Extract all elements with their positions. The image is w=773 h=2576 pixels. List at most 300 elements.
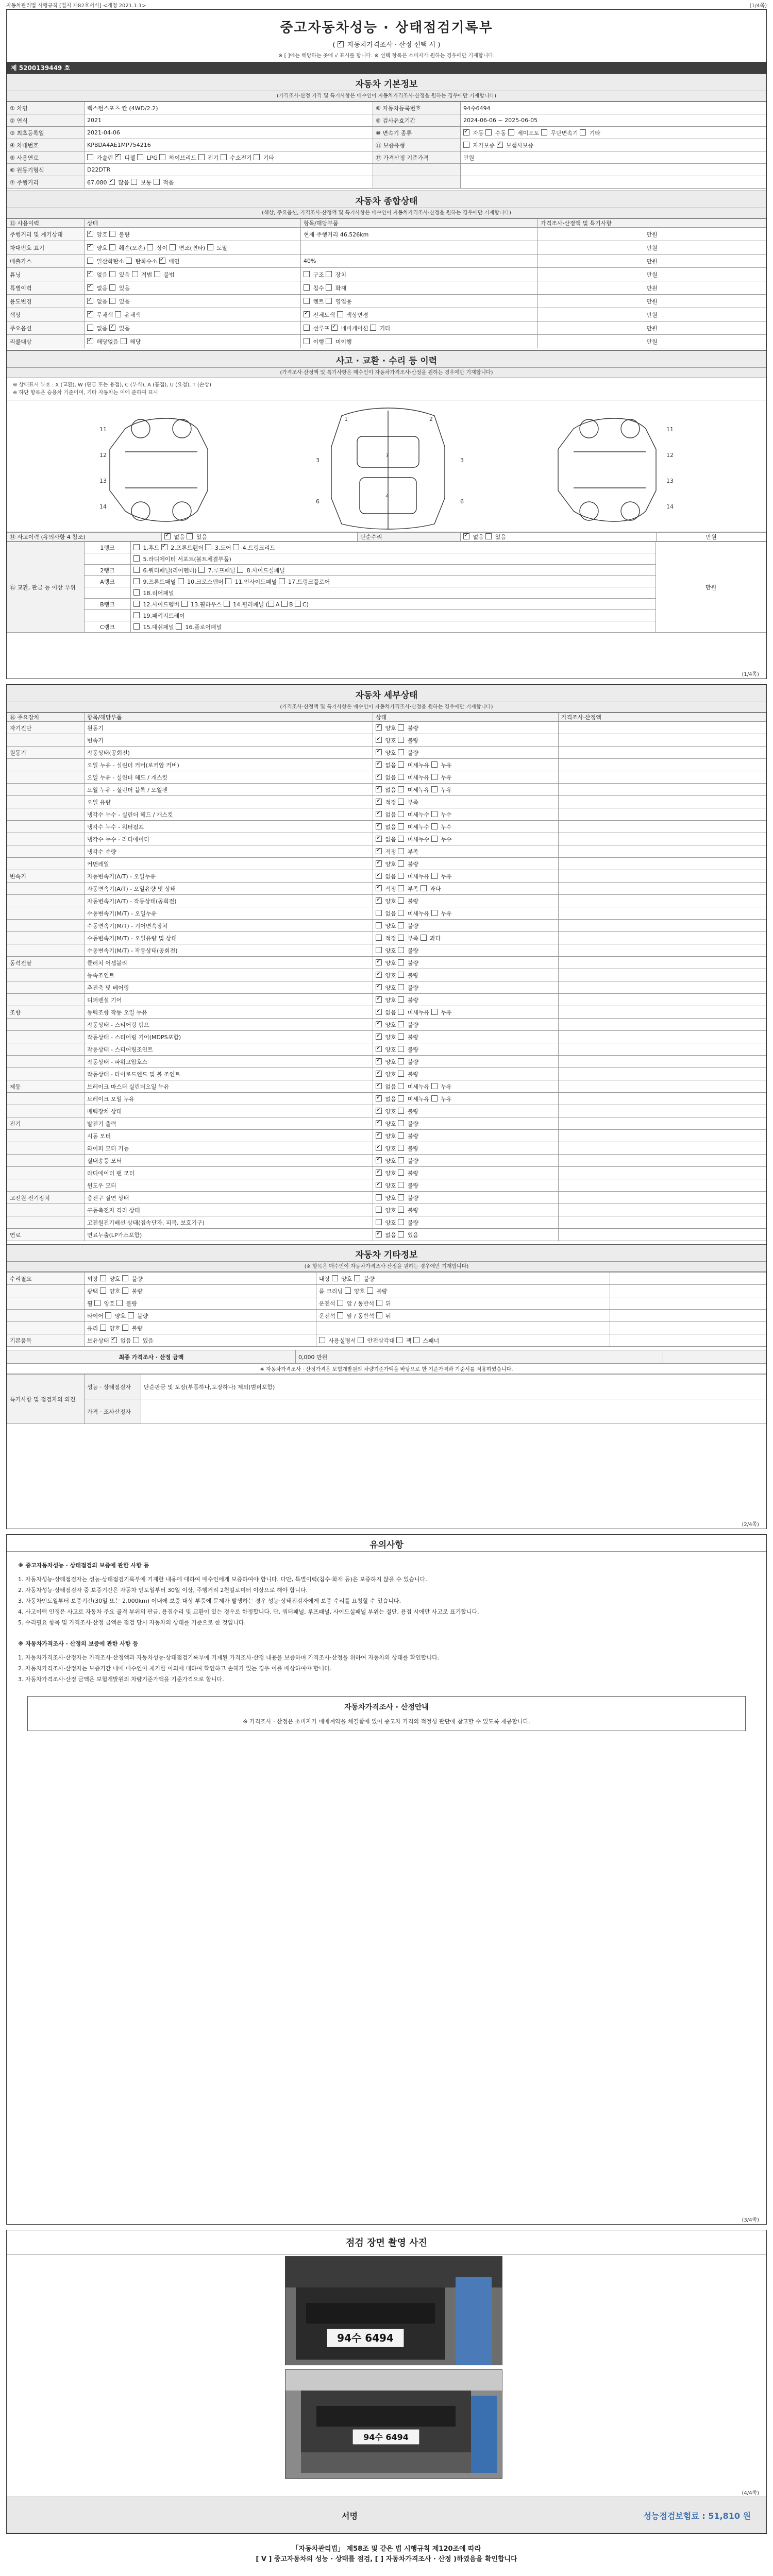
general-status-row	[7, 295, 766, 308]
detail-row	[7, 1192, 766, 1204]
svg-text:11: 11	[666, 426, 674, 433]
checkbox	[376, 1120, 382, 1126]
field-label: ⑥ 원동기형식	[7, 164, 85, 176]
checkbox	[421, 935, 427, 941]
detail-device	[7, 981, 85, 994]
checkbox	[398, 1120, 404, 1126]
detail-part: 디퍼렌셜 기어	[85, 994, 373, 1006]
other-label: 기본품목	[7, 1334, 85, 1347]
detail-device: 동력전달	[7, 957, 85, 969]
checkbox	[431, 836, 438, 842]
other-info-row	[7, 1273, 766, 1285]
page-2	[6, 684, 767, 1529]
checkbox	[133, 567, 140, 573]
checkbox	[87, 154, 93, 160]
checkbox	[398, 1194, 404, 1200]
checkbox	[398, 910, 404, 916]
other-a: 타이어 양호 불량	[85, 1310, 316, 1322]
basic-info-row	[7, 102, 766, 114]
detail-device	[7, 1204, 85, 1216]
other-label	[7, 1310, 85, 1322]
detail-row	[7, 944, 766, 957]
detail-part: 냉각수 누수 - 실린더 헤드 / 개스킷	[85, 808, 373, 821]
checkbox	[87, 338, 93, 344]
svg-text:12: 12	[666, 452, 674, 459]
detail-price	[559, 1229, 766, 1241]
insurance-fee	[643, 2510, 751, 2521]
detail-state: ✓ 없음 미세누수 누수	[373, 808, 559, 821]
appraisal-guide-title: 자동차가격조사 · 산정안내	[344, 1703, 429, 1711]
checkbox	[268, 601, 274, 607]
appraisal-guide-box	[27, 1696, 746, 1731]
detail-part: 구동축전지 격리 상태	[85, 1204, 373, 1216]
checkbox	[398, 1145, 404, 1151]
detail-device	[7, 944, 85, 957]
detail-part: 오일 누유 - 실린더 헤드 / 개스킷	[85, 771, 373, 784]
status-detail: 구조 장치	[301, 268, 538, 281]
status-state: 없음 ✓ 있음	[85, 321, 301, 335]
other-a: 유리 양호 불량	[85, 1322, 316, 1334]
checkbox	[326, 271, 332, 277]
other-a: 보유상태 ✓ 없음 있음	[85, 1334, 316, 1347]
notice-item: 1. 자동차가격조사·산정자는 가격조사·산정액과 자동차성능·상태점검기록부에 기재된 가격조사·산정 내용을 보증하며 가격조사·산정을 위하여 자동차의 상태를 확인합니다.	[18, 1654, 440, 1661]
other-label: 수리필요	[7, 1273, 85, 1285]
detail-part: 발전기 출력	[85, 1117, 373, 1130]
status-detail: ✓ 전체도색 색상변경	[301, 308, 538, 321]
detail-state: ✓ 양호 불량	[373, 722, 559, 734]
detail-state: ✓ 없음 미세누유 누유	[373, 1006, 559, 1019]
detail-price	[559, 845, 766, 858]
detail-device	[7, 969, 85, 981]
checkbox	[376, 1071, 382, 1077]
detail-part: 클러치 어셈블리	[85, 957, 373, 969]
checkbox	[376, 910, 382, 916]
other-b	[316, 1322, 610, 1334]
detail-device	[7, 1093, 85, 1105]
checkbox	[154, 271, 160, 277]
checkbox	[87, 271, 93, 277]
detail-price	[559, 981, 766, 994]
detail-row	[7, 858, 766, 870]
detail-device	[7, 771, 85, 784]
checkbox	[319, 1337, 325, 1343]
detail-price	[559, 1192, 766, 1204]
checkbox	[376, 922, 382, 928]
detail-price	[559, 1093, 766, 1105]
checkbox	[367, 1287, 373, 1294]
parts-rank: B랭크	[85, 599, 131, 610]
notice-item: 2. 자동차성능·상태점검자 중 보증기간은 자동차 인도일부터 30일 이상, 주행거리 2천킬로미터 이상으로 해야 합니다.	[18, 1587, 308, 1594]
checkbox	[205, 544, 211, 550]
detail-state: ✓ 양호 불량	[373, 1105, 559, 1117]
document-number-bar: 제 5200139449 호	[7, 62, 766, 74]
checkbox	[580, 129, 586, 135]
field-label: ② 연식	[7, 114, 85, 127]
checkbox	[398, 1083, 404, 1089]
checkbox	[376, 959, 382, 965]
form-reference: 자동차관리법 시행규칙 [별지 제82호서식] <개정 2021.1.1>	[6, 3, 146, 9]
detail-part: 실내송풍 모터	[85, 1155, 373, 1167]
checkbox	[398, 897, 404, 904]
checkbox	[304, 325, 310, 331]
detail-device	[7, 932, 85, 944]
detail-row	[7, 808, 766, 821]
checkbox	[376, 1132, 382, 1139]
detail-state: ✓ 없음 미세누유 누유	[373, 870, 559, 883]
page-number-2: (2/4쪽)	[742, 1522, 759, 1528]
checkbox	[376, 724, 382, 731]
checkbox	[376, 1157, 382, 1163]
checkbox	[398, 737, 404, 743]
col-condition: 상태	[373, 713, 559, 722]
detail-device	[7, 994, 85, 1006]
svg-text:6: 6	[316, 498, 320, 505]
document-subtitle: ( ✓ 자동차가격조사 · 산정 선택 시 )	[7, 39, 766, 49]
accident-price: 만원	[657, 533, 766, 541]
checkbox	[326, 338, 332, 344]
checkbox	[431, 1083, 438, 1089]
detail-part: 작동상태 - 스티어링 펌프	[85, 1019, 373, 1031]
detail-device	[7, 833, 85, 845]
checkbox	[170, 244, 176, 250]
checkbox	[376, 1207, 382, 1213]
detail-state: ✓ 양호 불량	[373, 1155, 559, 1167]
parts-rank: 2랭크	[85, 565, 131, 576]
checkbox	[116, 1300, 123, 1306]
basic-info-note: (가격조사·산정 가격 및 특기사항은 매수인이 자동차가격조사·산정을 원하는 경우에만 기재합니다)	[7, 91, 766, 101]
svg-text:7: 7	[385, 452, 389, 459]
detail-price	[559, 722, 766, 734]
detail-device: 제동	[7, 1080, 85, 1093]
basic-info-row	[7, 139, 766, 151]
checkbox	[225, 578, 231, 584]
detail-part: 자동변속기(A/T) - 작동상태(공회전)	[85, 895, 373, 907]
detail-row	[7, 981, 766, 994]
detail-row	[7, 1204, 766, 1216]
checkbox	[233, 544, 239, 550]
detail-row	[7, 1056, 766, 1068]
checkbox	[133, 601, 140, 607]
checkbox	[281, 601, 288, 607]
checkbox	[376, 1170, 382, 1176]
detail-state: ✓ 없음 미세누유 누유	[373, 771, 559, 784]
other-a: 광택 양호 불량	[85, 1285, 316, 1297]
parts-items: 6.쿼터패널(리어펜더) 7.루프패널 8.사이드실패널	[131, 565, 656, 576]
detail-part: 작동상태 - 타이로드엔드 및 볼 조인트	[85, 1068, 373, 1080]
checkbox	[398, 811, 404, 817]
detail-device	[7, 883, 85, 895]
status-detail: 선루프 ✓ 네비게이션 기타	[301, 321, 538, 335]
notice-section-2: ※ 자동차가격조사 · 산정의 보증에 관한 사항 등	[18, 1640, 138, 1647]
checkbox	[128, 1312, 134, 1318]
status-item: 색상	[7, 308, 85, 321]
detail-state: ✓ 양호 불량	[373, 957, 559, 969]
detail-part: 커먼레일	[85, 858, 373, 870]
detail-state: ✓ 없음 있음	[373, 1229, 559, 1241]
accident-history-label: ⑭ 사고이력 (유의사항 4 참조)	[7, 533, 162, 541]
detail-state: ✓ 적정 부족	[373, 845, 559, 858]
detail-row	[7, 1093, 766, 1105]
checkbox	[354, 1275, 360, 1281]
notice-section-1: ※ 중고자동차성능 · 상태점검의 보증에 관한 사항 등	[18, 1562, 149, 1569]
accident-heading: 사고 · 교환 · 수리 등 이력	[7, 350, 766, 368]
basic-info-row	[7, 114, 766, 127]
status-state: ✓ 무채색 유채색	[85, 308, 301, 321]
checkbox	[398, 1132, 404, 1139]
detail-part: 수동변속기(M/T) - 오일누유	[85, 907, 373, 920]
accident-table	[7, 532, 766, 541]
checkbox	[398, 1095, 404, 1101]
detail-row	[7, 833, 766, 845]
checkbox	[398, 1058, 404, 1064]
detail-price	[559, 1204, 766, 1216]
checkbox	[463, 142, 469, 148]
other-info-table	[7, 1272, 766, 1347]
other-b: 운전석 앞 / 동반석 뒤	[316, 1310, 610, 1322]
detail-row	[7, 1130, 766, 1142]
field-value: 자가보증 ✓ 보험사보증	[461, 139, 766, 151]
checkbox	[109, 325, 115, 331]
appraisal-guide-text: ※ 가격조사 · 산정은 소비자가 매매계약을 체결함에 있어 중고차 가격의 적절성 판단에 참고할 수 있도록 제공합니다.	[243, 1718, 530, 1725]
checkbox	[109, 179, 115, 185]
signature-label: 서명	[342, 2511, 358, 2521]
field-value	[461, 176, 766, 189]
checkbox	[431, 761, 438, 768]
checkbox	[398, 922, 404, 928]
col-part: 항목/해당부품	[301, 219, 538, 228]
detail-device	[7, 1019, 85, 1031]
parts-items: 9.프론트패널 10.크로스멤버 11.인사이드패널 17.트렁크플로어	[131, 576, 656, 587]
checkbox	[398, 984, 404, 990]
checkbox	[122, 1325, 128, 1331]
checkbox	[109, 244, 115, 250]
document-note: ※ [ ]에는 해당하는 곳에 √ 표시를 합니다. ※ 선택 항목은 소비자가 원하는 경우에만 기재합니다.	[278, 53, 495, 59]
field-value	[461, 164, 766, 176]
general-status-heading: 자동차 종합상태	[7, 191, 766, 208]
checkbox	[497, 142, 503, 148]
checkbox	[398, 1033, 404, 1040]
checkbox	[376, 1108, 382, 1114]
detail-price	[559, 944, 766, 957]
other-price	[610, 1297, 766, 1310]
status-state: ✓ 없음 있음	[85, 281, 301, 295]
detail-part: 자동변속기(A/T) - 오일누유	[85, 870, 373, 883]
detail-device: 연료	[7, 1229, 85, 1241]
checkbox	[326, 284, 332, 291]
detail-price	[559, 759, 766, 771]
detail-device	[7, 796, 85, 808]
status-detail: 현재 주행거리 46,526km	[301, 228, 538, 241]
checkbox	[376, 1231, 382, 1238]
checkbox	[137, 154, 143, 160]
checkbox	[376, 1021, 382, 1027]
checkbox	[376, 836, 382, 842]
field-value: 렉스턴스포츠 칸 (4WD/2.2)	[85, 102, 373, 114]
checkbox	[398, 1182, 404, 1188]
other-a: 휠 양호 불량	[85, 1297, 316, 1310]
detail-row	[7, 734, 766, 747]
status-price: 만원	[538, 335, 766, 348]
field-value: KPBDA4AE1MP754216	[85, 139, 373, 151]
svg-text:13: 13	[666, 478, 674, 484]
simple-repair-label: 단순수리	[358, 533, 461, 541]
detail-price	[559, 1179, 766, 1192]
detail-device	[7, 858, 85, 870]
field-value: ✓ 자동 수동 세미오토 무단변속기 기타	[461, 127, 766, 139]
checkbox	[370, 325, 376, 331]
detail-part: 작동상태 - 스티어링조인트	[85, 1043, 373, 1056]
detail-part: 냉각수 수량	[85, 845, 373, 858]
parts-price: 만원	[656, 542, 766, 633]
checkbox	[133, 612, 140, 618]
detail-part: 냉각수 누수 - 워터펌프	[85, 821, 373, 833]
checkbox	[187, 533, 193, 539]
plate-number-front: 94수 6494	[337, 2332, 394, 2344]
parts-items: 19.패키지트레이	[131, 610, 656, 621]
notice-item: 3. 자동차가격조사·산정 금액은 보험개발원의 차량기준가액을 기준가격으로 합니다.	[18, 1676, 224, 1683]
checkbox	[376, 972, 382, 978]
accident-note: (가격조사·산정액 및 특기사항은 매수인이 자동차가격조사·산정을 원하는 경우에만 기재합니다)	[7, 368, 766, 378]
checkbox	[398, 823, 404, 829]
checkbox	[376, 1194, 382, 1200]
confirmation-statement: 「자동차관리법」 제58조 및 같은 법 시행규칙 제120조에 따라 [ V ] 중고자동차의 성능 · 상태를 점검, [ ] 자동차가격조사 · 산정 )하였음을 확인합니다	[256, 2545, 517, 2563]
detail-part: 오일 누유 - 실린더 커버(로커암 커버)	[85, 759, 373, 771]
detail-row	[7, 1105, 766, 1117]
general-status-note: (색상, 주요옵션, 가격조사·산정액 및 특기사항은 매수인이 자동차가격조사·산정을 원하는 경우에만 기재합니다)	[7, 208, 766, 218]
checkbox	[154, 179, 160, 185]
detail-price	[559, 1006, 766, 1019]
parts-rank	[85, 553, 131, 565]
checkbox	[304, 298, 310, 304]
checkbox	[398, 947, 404, 953]
other-label	[7, 1297, 85, 1310]
general-status-row	[7, 255, 766, 268]
detail-row	[7, 771, 766, 784]
checkbox	[164, 533, 171, 539]
checkbox	[109, 271, 115, 277]
status-item: 특별이력	[7, 281, 85, 295]
checkbox	[413, 1337, 419, 1343]
field-value: 2024-06-06 ~ 2025-06-05	[461, 114, 766, 127]
detail-state: ✓ 없음 미세누유 누유	[373, 1093, 559, 1105]
checkbox	[376, 848, 382, 854]
detail-device	[7, 1068, 85, 1080]
other-price	[610, 1310, 766, 1322]
checkbox	[181, 601, 188, 607]
detail-device	[7, 784, 85, 796]
col-usage-history: ⑬ 사용이력	[7, 219, 85, 228]
notice-item: 3. 자동차인도일부터 보증기간(30일 또는 2,000km) 이내에 보증 대상 부품에 문제가 발생하는 경우 성능·상태점검자에게 보증 수리를 요청할 수 있습니다.	[18, 1598, 401, 1604]
checkbox	[398, 935, 404, 941]
checkbox	[207, 244, 213, 250]
field-label: ⑤ 사용연료	[7, 151, 85, 164]
basic-info-heading: 자동차 기본정보	[7, 74, 766, 91]
status-detail: 렌트 영업용	[301, 295, 538, 308]
checkbox	[431, 786, 438, 792]
inspector-opinion: 단순판금 및 도장(부품하나,도장하나) 제외(범퍼포함)	[141, 1375, 766, 1399]
parts-rank: A랭크	[85, 576, 131, 587]
checkbox	[376, 1219, 382, 1225]
detail-heading: 자동차 세부상태	[7, 685, 766, 702]
status-price: 만원	[538, 228, 766, 241]
detail-row	[7, 883, 766, 895]
detail-device	[7, 1216, 85, 1229]
detail-part: 수동변속기(M/T) - 작동상태(공회전)	[85, 944, 373, 957]
field-label: ⑦ 주행거리	[7, 176, 85, 189]
col-price: 가격조사·산정액 및 특기사항	[538, 219, 766, 228]
svg-text:14: 14	[99, 503, 107, 510]
status-item: 리콜대상	[7, 335, 85, 348]
detail-row	[7, 722, 766, 734]
detail-state: 없음 미세누유 누유	[373, 907, 559, 920]
checkbox	[376, 897, 382, 904]
detail-price	[559, 969, 766, 981]
status-detail: 이행 미이행	[301, 335, 538, 348]
final-price-amount: 0,000 만원	[296, 1350, 663, 1364]
checkbox	[87, 244, 93, 250]
checkbox	[376, 823, 382, 829]
inspection-photo-front	[285, 2256, 502, 2365]
general-status-row	[7, 228, 766, 241]
checkbox	[358, 1337, 364, 1343]
checkbox	[376, 1009, 382, 1015]
parts-label: ⑮ 교환, 판금 등 이상 부위	[7, 542, 85, 633]
parts-row	[7, 587, 766, 599]
other-b: 운전석 앞 / 동반석 뒤	[316, 1297, 610, 1310]
checkbox	[431, 910, 438, 916]
general-status-row	[7, 335, 766, 348]
checkbox	[133, 589, 140, 596]
status-state: ✓ 양호 불량	[85, 228, 301, 241]
detail-device	[7, 759, 85, 771]
checkbox	[304, 271, 310, 277]
checkbox	[147, 244, 153, 250]
insurance-fee-label: 성능점검보험료 :	[643, 2511, 705, 2521]
document-title: 중고자동차성능 · 상태점검기록부	[280, 20, 493, 36]
field-value: 가솔린 ✓ 디젤 LPG 하이브리드 전기 수소전기 기타	[85, 151, 373, 164]
detail-price	[559, 870, 766, 883]
final-price-note: ※ 자동차가격조사 · 산정가격은 보험개발원의 차량기준가액을 바탕으로 한 기준가격과 기준서를 적용하였습니다.	[7, 1364, 766, 1374]
status-state: ✓ 양호 훼손(오손) 상이 변조(변타) 도말	[85, 241, 301, 255]
parts-items: 15.대쉬패널 16.플로어패널	[131, 621, 656, 633]
detail-price	[559, 747, 766, 759]
detail-row	[7, 1043, 766, 1056]
checkbox	[398, 836, 404, 842]
status-state: ✓ 없음 있음	[85, 295, 301, 308]
other-info-row	[7, 1285, 766, 1297]
checkbox	[398, 1157, 404, 1163]
detail-price	[559, 907, 766, 920]
detail-device	[7, 734, 85, 747]
checkbox	[176, 623, 182, 630]
detail-price	[559, 1019, 766, 1031]
detail-device: 고전원 전기장치	[7, 1192, 85, 1204]
front-photo-image	[285, 2257, 502, 2365]
status-price: 만원	[538, 255, 766, 268]
notice-item: 1. 자동차성능·상태점검자는 성능·상태점검기록부에 기재한 내용에 대하여 매수인에게 보증하여야 합니다. 다만, 특별이력(침수·화재 등)은 보증하지 않을 수 있습니다.	[18, 1576, 427, 1583]
detail-state: ✓ 양호 불량	[373, 969, 559, 981]
other-b: 사용설명서 안전삼각대 잭 스패너	[316, 1334, 610, 1347]
checkbox	[398, 885, 404, 891]
other-info-heading: 자동차 기타정보	[7, 1244, 766, 1262]
field-label: ④ 차대번호	[7, 139, 85, 151]
detail-row	[7, 821, 766, 833]
col-amount: 가격조사·산정액	[559, 713, 766, 722]
parts-row	[7, 621, 766, 633]
checkbox	[133, 1337, 139, 1343]
accident-history-value: ✓ 없음 있음	[162, 533, 358, 541]
detail-state: ✓ 없음 미세누유 누유	[373, 784, 559, 796]
